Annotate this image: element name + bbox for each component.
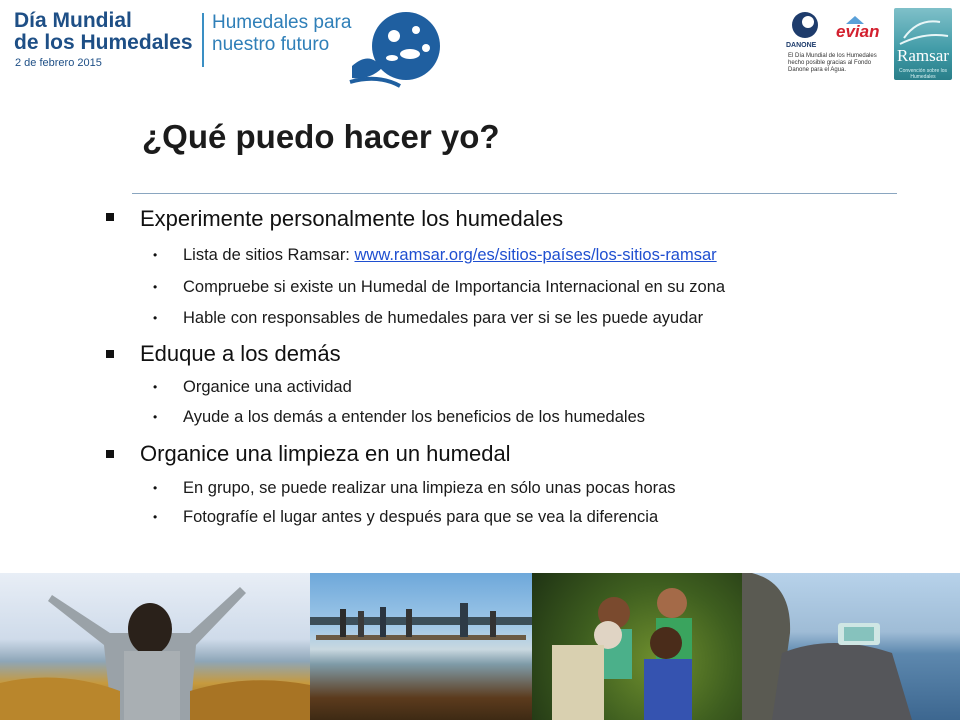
dot-bullet-icon: •	[153, 311, 158, 325]
sponsor-note: El Día Mundial de los Humedales hecho posible gracias al Fondo Danone para el Agua.	[788, 53, 877, 73]
danone-logo-icon	[788, 10, 822, 42]
slogan-line1: Humedales para	[212, 12, 352, 33]
event-title	[14, 10, 193, 54]
dot-bullet-icon: •	[153, 510, 158, 524]
ramsar-bird-icon	[894, 8, 952, 48]
event-slogan	[212, 12, 351, 56]
dot-bullet-icon: •	[153, 481, 158, 495]
photo-person-arms-raised	[0, 573, 310, 720]
list-item: Ayude a los demás a entender los beneficios de los humedales	[183, 408, 645, 426]
list-item: Fotografíe el lugar antes y después para que se vea la diferencia	[183, 508, 659, 526]
dot-bullet-icon: •	[153, 380, 158, 394]
slide-title: ¿Qué puedo hacer yo?	[142, 118, 500, 155]
section-heading: Experimente personalmente los humedales	[140, 206, 564, 231]
event-title-line2: de los Humedales	[14, 31, 193, 54]
event-title-line1: Día Mundial	[14, 9, 132, 32]
list-item: Compruebe si existe un Humedal de Importancia Internacional en su zona	[183, 278, 726, 296]
list-item: Organice una actividad	[183, 378, 352, 396]
header-divider	[202, 13, 204, 67]
square-bullet-icon	[106, 213, 114, 221]
section-heading: Eduque a los demás	[140, 341, 341, 366]
list-item: Hable con responsables de humedales para ver si se les puede ayudar	[183, 309, 704, 327]
square-bullet-icon	[106, 350, 114, 358]
photo-group-examining-plants	[532, 573, 742, 720]
photo-boardwalk-group	[310, 573, 532, 720]
dot-bullet-icon: •	[153, 410, 158, 424]
ramsar-wordmark: Ramsar	[897, 46, 949, 65]
dot-bullet-icon: •	[153, 280, 158, 294]
list-item-prefix: Lista de sitios Ramsar:	[183, 246, 355, 264]
wetlands-emblem-icon	[348, 8, 448, 92]
ramsar-logo	[894, 8, 952, 80]
photo-strip	[0, 573, 960, 720]
list-item: En grupo, se puede realizar una limpieza en sólo unas pocas horas	[183, 479, 676, 497]
list-item	[183, 246, 717, 265]
title-divider	[132, 193, 897, 194]
slogan-line2: nuestro futuro	[212, 34, 330, 55]
danone-label: DANONE	[786, 42, 817, 49]
photo-person-taking-picture	[742, 573, 960, 720]
event-date: 2 de febrero 2015	[15, 57, 102, 69]
ramsar-sites-link[interactable]: www.ramsar.org/es/sitios-países/los-sitios-ramsar	[354, 246, 717, 264]
square-bullet-icon	[106, 450, 114, 458]
ramsar-subtitle: Convención sobre los Humedales	[898, 68, 948, 80]
dot-bullet-icon: •	[153, 248, 158, 262]
evian-logo: evian	[836, 22, 880, 41]
section-heading: Organice una limpieza en un humedal	[140, 441, 511, 466]
